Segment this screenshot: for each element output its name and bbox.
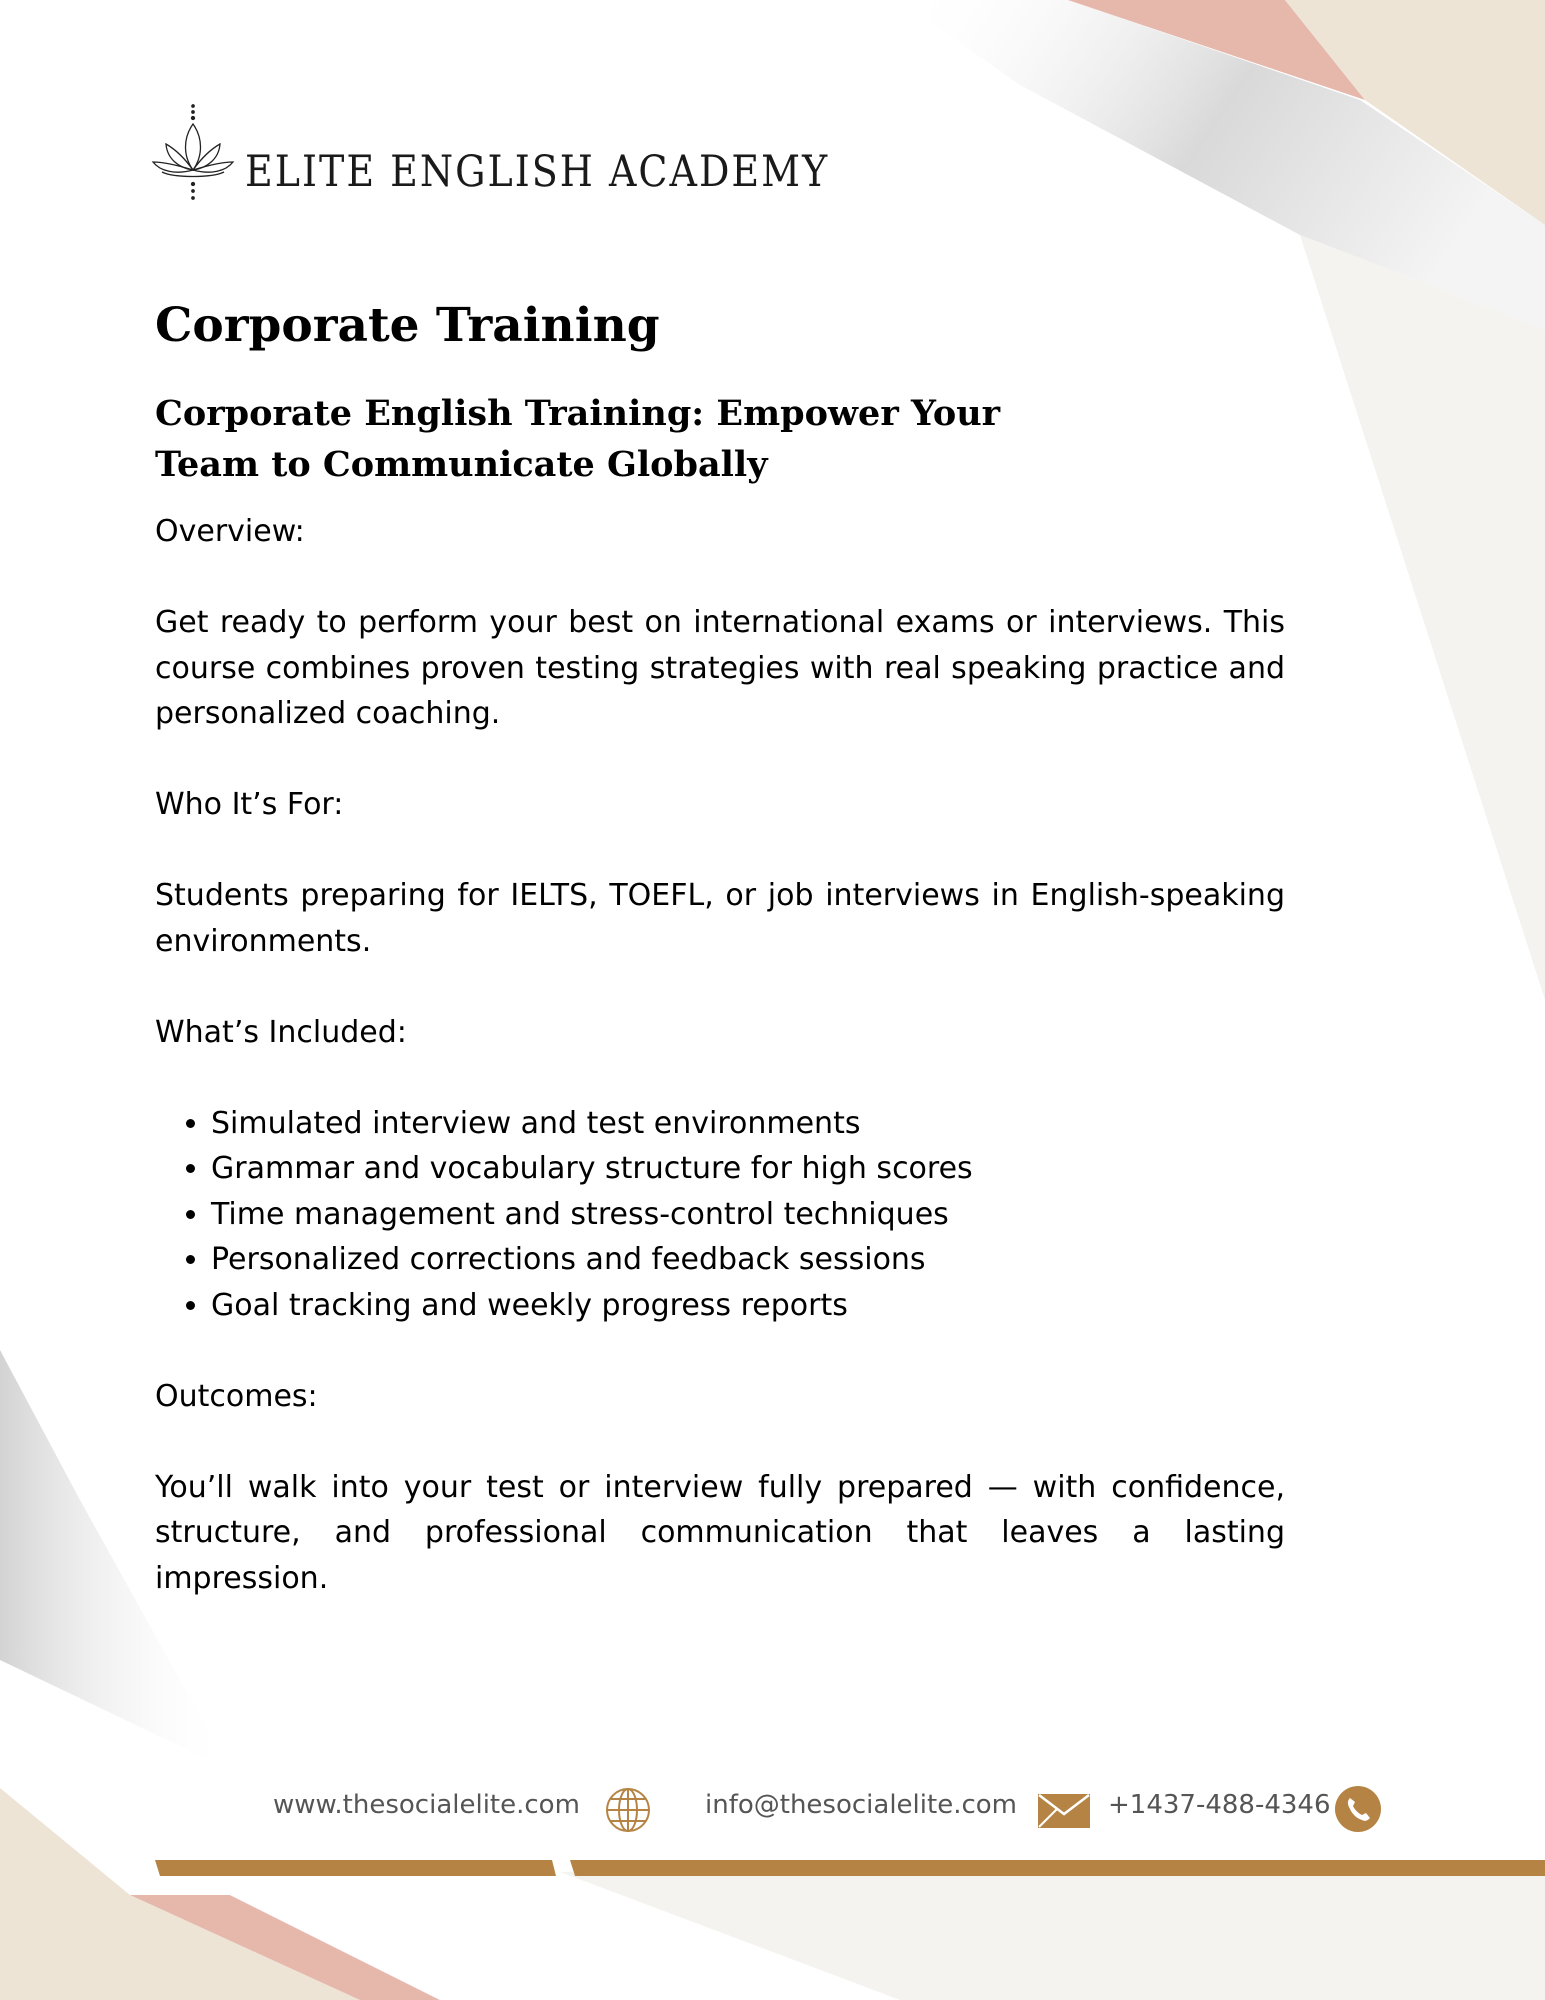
overview-heading: Overview:	[155, 514, 305, 549]
website-link[interactable]: www.thesocialelite.com	[273, 1790, 580, 1820]
footer-contacts	[0, 1780, 1545, 1836]
page-subtitle: Corporate English Training: Empower Your Team to Communicate Globally	[155, 393, 1001, 485]
outcomes-heading: Outcomes:	[155, 1378, 318, 1414]
envelope-icon	[1038, 1794, 1090, 1828]
list-item: • Simulated interview and test environments	[211, 1101, 1285, 1147]
gold-rule-left	[155, 1860, 556, 1876]
outcomes-text: You’ll walk into your test or interview fully prepared — with confidence, structure, and professional communication that leaves a lasting impression.	[155, 1469, 1285, 1596]
brand-name: ELITE ENGLISH ACADEMY	[245, 146, 830, 196]
included-heading: What’s Included:	[155, 1014, 407, 1050]
list-item: • Grammar and vocabulary structure for high scores	[211, 1146, 1285, 1192]
overview-text: Get ready to perform your best on international exams or interviews. This course combines proven testing strategies with real speaking practice and personalized coaching.	[155, 605, 1285, 731]
audience-text: Students preparing for IELTS, TOEFL, or job interviews in English-speaking environments.	[155, 878, 1285, 959]
included-list	[155, 1101, 1285, 1329]
email-link[interactable]: info@thesocialelite.com	[705, 1790, 1017, 1820]
lotus-icon	[150, 104, 236, 204]
phone-icon	[1335, 1786, 1381, 1832]
phone-number[interactable]: +1437-488-4346	[1108, 1790, 1331, 1820]
right-light-shape	[1300, 235, 1545, 1000]
globe-icon	[604, 1786, 652, 1834]
page-title: Corporate Training	[155, 298, 660, 353]
list-item: • Time management and stress-control techniques	[211, 1192, 1285, 1238]
audience-heading: Who It’s For:	[155, 787, 344, 822]
list-item: • Goal tracking and weekly progress reports	[211, 1283, 1285, 1329]
list-item: • Personalized corrections and feedback sessions	[211, 1237, 1285, 1283]
course-content	[155, 509, 1285, 1647]
gold-rule-right	[570, 1860, 1545, 1876]
